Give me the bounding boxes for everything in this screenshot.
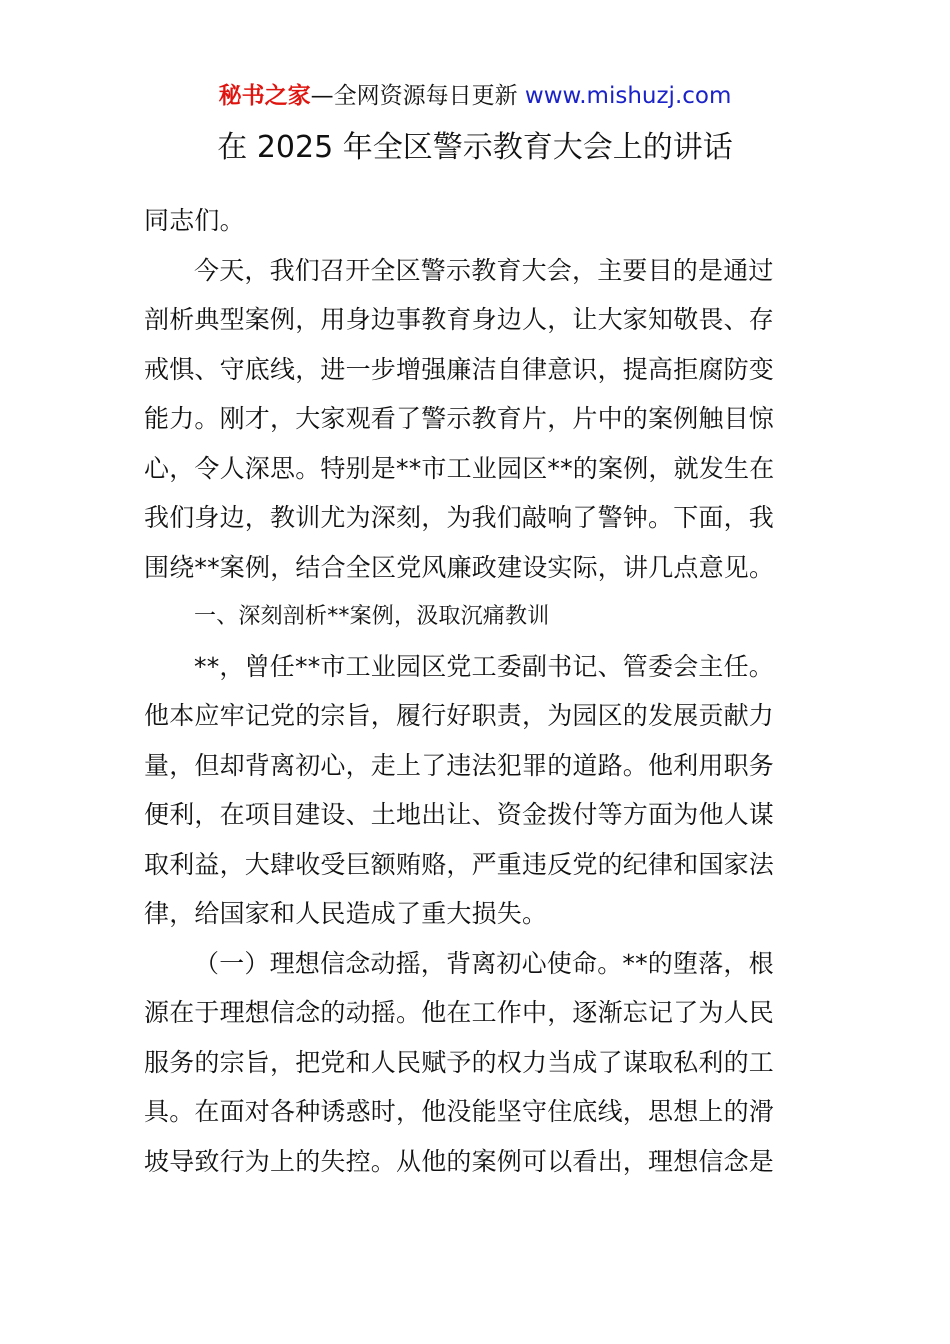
paragraph-line: 坡导致行为上的失控。从他的案例可以看出，理想信念是: [144, 1146, 775, 1176]
subsection-line: （一）理想信念动摇，背离初心使命。**的堕落，根: [194, 948, 774, 978]
document-body: [144, 196, 808, 1186]
site-header: [0, 80, 950, 112]
paragraph-line: 源在于理想信念的动摇。他在工作中，逐渐忘记了为人民: [144, 998, 775, 1027]
paragraph-line: 戒惧、守底线，进一步增强廉洁自律意识，提高拒腐防变: [144, 354, 775, 384]
paragraph-line: **，曾任**市工业园区党工委副书记、管委会主任。: [194, 651, 775, 681]
paragraph-line: 便利，在项目建设、土地出让、资金拨付等方面为他人谋: [144, 800, 775, 829]
paragraph-line: 取利益，大肆收受巨额贿赂，严重违反党的纪律和国家法: [144, 849, 775, 879]
paragraph-line: 律，给国家和人民造成了重大损失。: [144, 899, 548, 928]
paragraph-line: 能力。刚才，大家观看了警示教育片，片中的案例触目惊: [144, 404, 775, 433]
brand-name: 秘书之家: [218, 83, 311, 109]
paragraph-line: 今天，我们召开全区警示教育大会，主要目的是通过: [194, 255, 774, 285]
paragraph-line: 服务的宗旨，把党和人民赋予的权力当成了谋取私利的工: [144, 1047, 775, 1077]
paragraph-line: 剖析典型案例，用身边事教育身边人，让大家知敬畏、存: [144, 305, 775, 334]
site-url-link[interactable]: www.mishuzj.com: [524, 83, 732, 109]
section-heading: 一、深刻剖析**案例，汲取沉痛教训: [194, 604, 550, 629]
paragraph-line: 具。在面对各种诱惑时，他没能坚守住底线，思想上的滑: [144, 1097, 775, 1126]
salutation: 同志们。: [144, 206, 245, 235]
paragraph-line: 量，但却背离初心，走上了违法犯罪的道路。他利用职务: [144, 750, 775, 780]
paragraph-line: 心，令人深思。特别是**市工业园区**的案例，就发生在: [144, 453, 775, 483]
paragraph-line: 我们身边，教训尤为深刻，为我们敲响了警钟。下面，我: [144, 503, 775, 532]
paragraph-line: 他本应牢记党的宗旨，履行好职责，为园区的发展贡献力: [144, 701, 775, 730]
site-tagline: —全网资源每日更新: [310, 83, 518, 109]
paragraph-line: 围绕**案例，结合全区党风廉政建设实际，讲几点意见。: [144, 552, 775, 582]
document-title: 在 2025 年全区警示教育大会上的讲话: [217, 130, 733, 165]
